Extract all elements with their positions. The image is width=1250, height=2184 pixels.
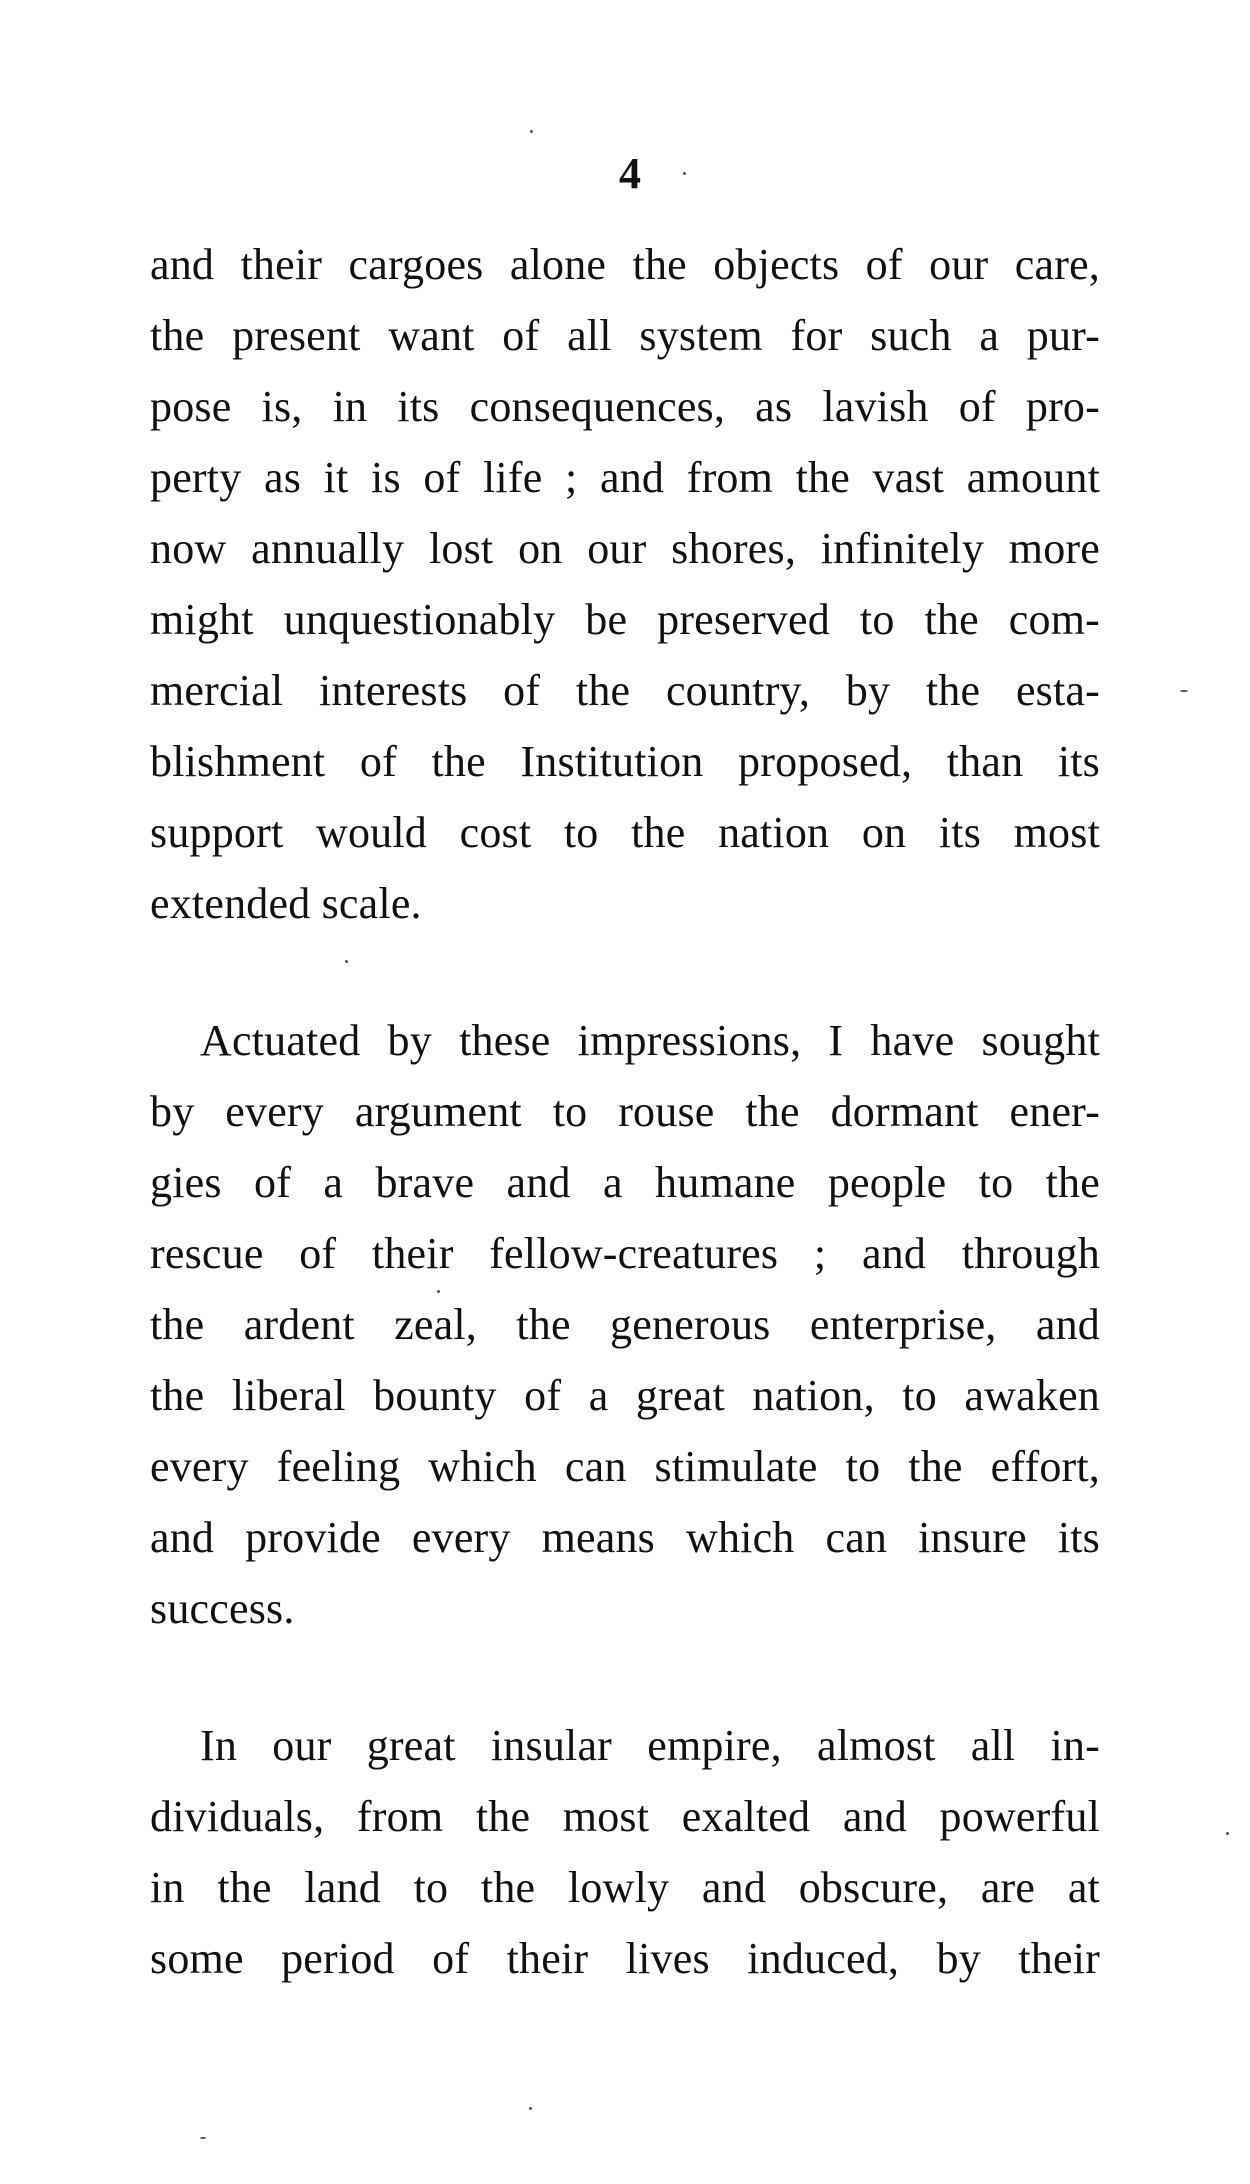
text-line: and their cargoes alone the objects of our care, bbox=[150, 240, 1100, 289]
text-line: by every argument to rouse the dormant ener- bbox=[150, 1087, 1100, 1136]
text-line: mercial interests of the country, by the esta- bbox=[150, 666, 1100, 715]
paper-speck bbox=[529, 2107, 532, 2110]
paper-speck bbox=[200, 2137, 206, 2139]
text-line: perty as it is of life ; and from the vast amount bbox=[150, 453, 1100, 502]
text-line: in the land to the lowly and obscure, are at bbox=[150, 1863, 1100, 1912]
paper-speck bbox=[1226, 1832, 1229, 1835]
text-line: now annually lost on our shores, infinitely more bbox=[150, 524, 1100, 573]
text-line: every feeling which can stimulate to the effort, bbox=[150, 1442, 1100, 1491]
text-line: might unquestionably be preserved to the com- bbox=[150, 595, 1100, 644]
text-line: some period of their lives induced, by their bbox=[150, 1934, 1100, 1983]
text-line: pose is, in its consequences, as lavish of pro- bbox=[150, 382, 1100, 431]
text-line: support would cost to the nation on its most bbox=[150, 808, 1100, 857]
text-line: dividuals, from the most exalted and powerful bbox=[150, 1792, 1100, 1841]
text-line: Actuated by these impressions, I have sought bbox=[200, 1016, 1100, 1065]
text-line: success. bbox=[150, 1584, 295, 1633]
text-line: In our great insular empire, almost all in- bbox=[200, 1721, 1100, 1770]
text-line: and provide every means which can insure its bbox=[150, 1513, 1100, 1562]
text-line: the ardent zeal, the generous enterprise, and bbox=[150, 1300, 1100, 1349]
text-line: extended scale. bbox=[150, 879, 422, 928]
text-line: the liberal bounty of a great nation, to awaken bbox=[150, 1371, 1100, 1420]
text-line: the present want of all system for such a pur- bbox=[150, 311, 1100, 360]
paper-speck bbox=[530, 130, 533, 133]
text-line: rescue of their fellow-creatures ; and through bbox=[150, 1229, 1100, 1278]
text-line: blishment of the Institution proposed, than its bbox=[150, 737, 1100, 786]
paper-speck bbox=[345, 960, 348, 963]
paper-speck bbox=[683, 172, 686, 175]
paper-speck bbox=[1180, 690, 1188, 692]
page-number: 4 bbox=[619, 149, 641, 198]
paper-speck bbox=[437, 1290, 440, 1293]
text-line: gies of a brave and a humane people to the bbox=[150, 1158, 1100, 1207]
